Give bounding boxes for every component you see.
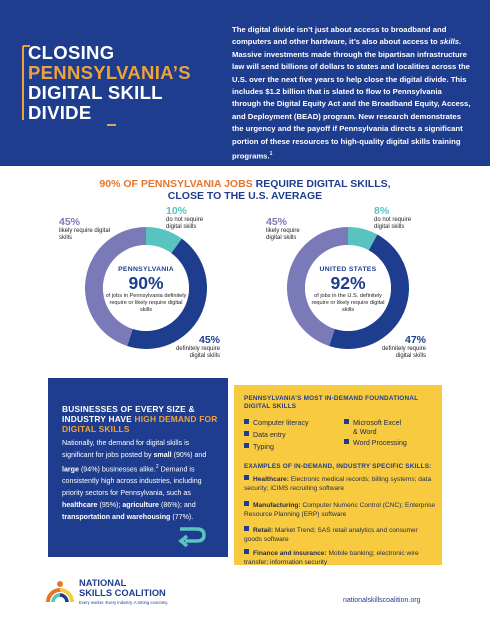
us-likely-pct: 45% bbox=[266, 216, 288, 228]
business-text: Demand is consistently high across industries, including priority sectors for Pennsylvania, such as bbox=[62, 465, 202, 498]
business-body bbox=[62, 437, 222, 523]
bullet-square-icon bbox=[344, 439, 349, 444]
intro-text-2: . Massive investments made through the bipartisan infrastructure law will send billions of dollars to states and localities across the U.S. over the next five years to help close the digital divide. This includes $1.2 billion that is slated to flow to Pennsylvania through the Digital Equity Act and the Broadband Equity, Access, and Deployment (BEAD) program. New research demonstrates the urgency and the payoff if Pennsylvania directs a significant portion of these resources to high-quality digital skills training programs. bbox=[232, 37, 471, 161]
business-text: (77%). bbox=[170, 513, 194, 522]
footnote-2: 2 bbox=[155, 464, 159, 470]
bullet-square-icon bbox=[244, 501, 249, 506]
pa-not-text: do not require digital skills bbox=[166, 217, 204, 231]
foundational-skill bbox=[344, 419, 401, 428]
title-bracket-decoration bbox=[0, 0, 230, 166]
industry-skill bbox=[244, 549, 436, 567]
us-not-text: do not require digital skills bbox=[374, 217, 412, 231]
business-text: (95%); bbox=[97, 501, 123, 510]
us-def-pct: 47% bbox=[404, 334, 426, 346]
footnote-1: 1 bbox=[269, 151, 273, 158]
pa-likely-text: likely require digital skills bbox=[59, 228, 111, 242]
us-likely-text: likely require digital skills bbox=[266, 228, 300, 242]
us-desc: of jobs in the U.S. definitely require or likely require digital skills bbox=[311, 293, 385, 314]
industry-skills: Mobile banking; electronic wire transfer; information security bbox=[244, 550, 419, 566]
industry-skill bbox=[244, 475, 436, 493]
intro-emphasis: skills bbox=[439, 37, 459, 47]
org-name-line1: NATIONAL bbox=[79, 578, 127, 588]
skill-label: Data entry bbox=[253, 431, 286, 439]
header-banner bbox=[0, 0, 490, 166]
business-demand-box bbox=[48, 378, 228, 557]
title-line-2: PENNSYLVANIA’S bbox=[28, 62, 191, 83]
business-text: (90%) and bbox=[171, 451, 207, 459]
us-big-value: 92% bbox=[330, 273, 366, 293]
pa-desc: of jobs in Pennsylvania definitely require or likely require digital skills bbox=[105, 293, 187, 314]
title-line-4: DIVIDE bbox=[28, 102, 92, 123]
business-heading bbox=[62, 404, 222, 434]
bullet-square-icon bbox=[244, 419, 249, 424]
industry-skill bbox=[244, 526, 436, 544]
intro-text-1: The digital divide isn’t just about access to broadband and computers and other hardware, it’s also about access to bbox=[232, 25, 447, 47]
industry-heading: EXAMPLES OF IN-DEMAND, INDUSTRY SPECIFIC SKILLS: bbox=[244, 463, 432, 470]
org-tagline: Every worker. Every industry. A strong economy. bbox=[79, 600, 169, 605]
foundational-skill bbox=[244, 443, 274, 452]
business-heading-white: BUSINESSES OF EVERY SIZE & INDUSTRY HAVE bbox=[62, 404, 195, 424]
business-small: small bbox=[153, 451, 172, 459]
business-healthcare: healthcare bbox=[62, 501, 98, 510]
pa-not-pct: 10% bbox=[166, 205, 188, 217]
foundational-skill bbox=[344, 439, 407, 448]
pa-def-label bbox=[168, 335, 220, 361]
industry-skill bbox=[244, 501, 436, 519]
pa-not-label bbox=[166, 206, 216, 232]
org-name-line2: SKILLS COALITION bbox=[79, 588, 166, 598]
skill-label: Computer literacy bbox=[253, 419, 309, 427]
business-transport: transportation and warehousing bbox=[62, 513, 171, 522]
turn-arrow-icon bbox=[177, 525, 209, 547]
section-title-line2: CLOSE TO THE U.S. AVERAGE bbox=[167, 190, 323, 202]
industry-skills: Computer Numeric Control (CNC); Enterprise Resource Planning (ERP) software bbox=[244, 502, 436, 518]
industry-skills: Market Trend; SAS retail analytics and consumer goods software bbox=[244, 527, 418, 543]
industry-name: Manufacturing: bbox=[253, 502, 301, 509]
pa-center bbox=[104, 266, 188, 315]
foundational-heading: PENNSYLVANIA’S MOST IN-DEMAND FOUNDATIONAL DIGITAL SKILLS bbox=[244, 395, 419, 411]
industry-name: Finance and insurance: bbox=[253, 550, 327, 557]
pa-likely-label bbox=[59, 217, 119, 243]
us-center bbox=[307, 266, 389, 315]
pa-big-value: 90% bbox=[128, 273, 164, 293]
bullet-square-icon bbox=[244, 526, 249, 531]
us-not-pct: 8% bbox=[374, 205, 390, 217]
title-digital-skill: DIGITAL SKILL bbox=[28, 82, 163, 103]
us-def-text: definitely require digital skills bbox=[381, 346, 426, 360]
industry-name: Retail: bbox=[253, 527, 274, 534]
business-text: Nationally, the demand for digital skills is significant for jobs posted by bbox=[62, 439, 190, 459]
title-line-1: CLOSING bbox=[28, 42, 115, 63]
bullet-square-icon bbox=[244, 549, 249, 554]
website-link[interactable]: nationalskillscoalition.org bbox=[343, 597, 421, 604]
industry-name: Healthcare: bbox=[253, 476, 289, 483]
foundational-skill bbox=[244, 431, 286, 440]
bullet-square-icon bbox=[244, 431, 249, 436]
skill-label-continued: & Word bbox=[353, 428, 377, 436]
business-large: large bbox=[62, 465, 79, 474]
section-title-rest: REQUIRE DIGITAL SKILLS, bbox=[252, 178, 391, 190]
skills-box bbox=[234, 385, 442, 565]
us-likely-label bbox=[266, 217, 316, 243]
org-name bbox=[79, 578, 166, 598]
pa-def-text: definitely require digital skills bbox=[175, 346, 220, 360]
pa-name: PENNSYLVANIA bbox=[118, 266, 174, 273]
business-text: (94%) businesses alike. bbox=[78, 465, 156, 474]
skill-label: Microsoft Excel bbox=[353, 419, 402, 427]
us-not-label bbox=[374, 206, 424, 232]
nsc-logo-icon bbox=[44, 576, 76, 608]
pa-likely-pct: 45% bbox=[59, 216, 81, 228]
pa-def-pct: 45% bbox=[198, 334, 220, 346]
bullet-square-icon bbox=[344, 419, 349, 424]
bullet-square-icon bbox=[244, 443, 249, 448]
bullet-square-icon bbox=[244, 475, 249, 480]
industry-skills: Electronic medical records; billing systems; data security; iCIMS recruiting software bbox=[244, 476, 432, 492]
intro-paragraph bbox=[232, 24, 472, 163]
us-name: UNITED STATES bbox=[319, 266, 377, 273]
business-text: (86%); and bbox=[159, 501, 196, 510]
us-def-label bbox=[374, 335, 426, 361]
skill-label: Typing bbox=[253, 443, 274, 451]
business-heading-orange: HIGH DEMAND FOR DIGITAL SKILLS bbox=[62, 414, 218, 434]
skill-label: Word Processing bbox=[353, 439, 407, 447]
foundational-skill bbox=[244, 419, 309, 428]
section-title bbox=[0, 178, 490, 202]
section-title-highlight: 90% OF PENNSYLVANIA JOBS bbox=[99, 178, 253, 190]
business-agriculture: agriculture bbox=[122, 501, 160, 510]
